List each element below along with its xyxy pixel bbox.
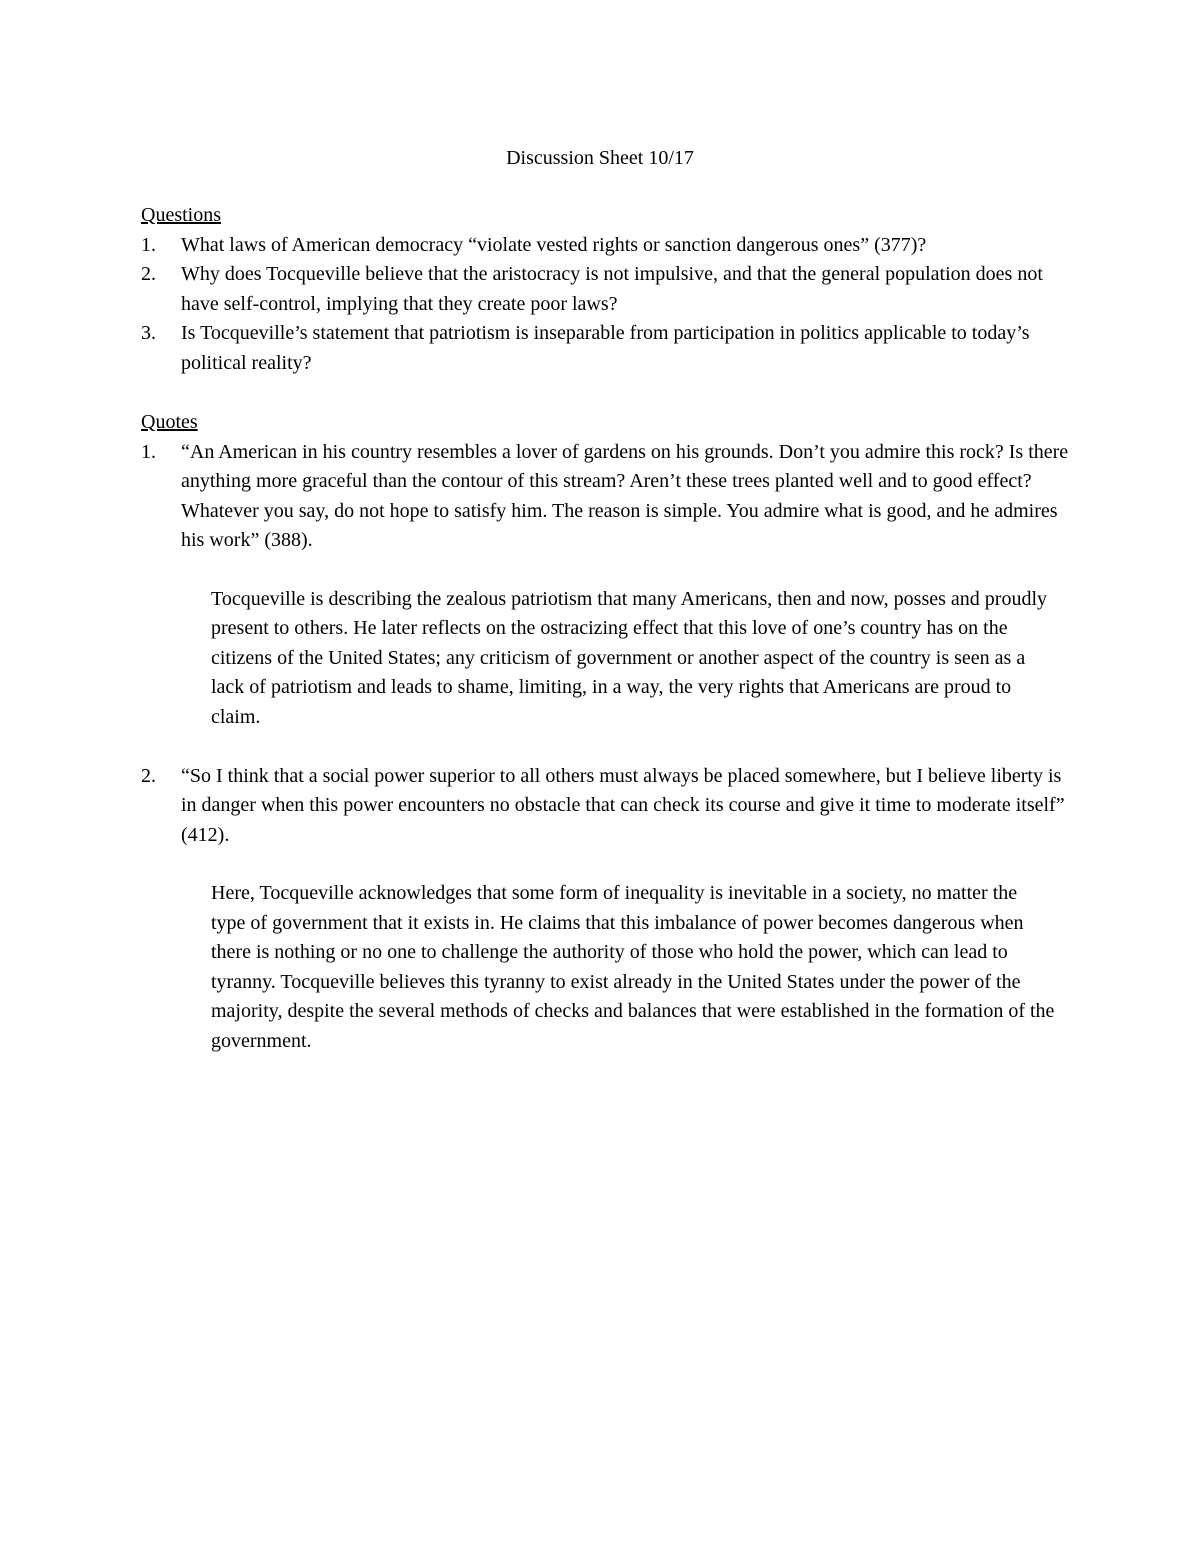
questions-section [141,201,1071,378]
quote-number: 1. [141,440,156,463]
questions-heading: Questions [141,204,221,226]
quote-text: “So I think that a social power superior to all others must always be placed somewhere, but I believe liberty is in danger when this power encounters no obstacle that can check its course and give it time to moderate itself” (412). [181,764,1065,846]
page-title: Discussion Sheet 10/17 [506,147,694,169]
spacer [141,732,1071,762]
question-text: Why does Tocqueville believe that the aristocracy is not impulsive, and that the general population does not have self-control, implying that they create poor laws? [181,263,1043,315]
quote-item [141,762,1071,1057]
question-item [141,260,1071,319]
quote-item [141,438,1071,733]
quote-commentary: Tocqueville is describing the zealous patriotism that many Americans, then and now, posses and proudly present to others. He later reflects on the ostracizing effect that this love of one’s country has on the citizens of the United States; any criticism of government or another aspect of the country is seen as a lack of patriotism and leads to shame, limiting, in a way, the very rights that Americans are proud to claim. [211,587,1048,728]
quote-commentary: Here, Tocqueville acknowledges that some form of inequality is inevitable in a society, no matter the type of government that it exists in. He claims that this imbalance of power becomes dangerous when there is nothing or no one to challenge the authority of those who hold the power, which can lead to tyranny. Tocqueville believes this tyranny to exist already in the United States under the power of the majority, despite the several methods of checks and balances that were established in the formation of the government. [211,882,1055,1052]
question-text: What laws of American democracy “violate vested rights or sanction dangerous ones” (377)? [181,233,927,256]
question-item [141,319,1071,378]
quotes-list [141,438,1071,1057]
question-number: 1. [141,233,156,256]
question-number: 2. [141,263,156,285]
question-number: 3. [141,322,156,344]
quotes-section [141,408,1071,1056]
quote-number: 2. [141,764,156,787]
quotes-heading: Quotes [141,411,198,433]
question-item [141,231,1071,261]
question-text: Is Tocqueville’s statement that patriotism is inseparable from participation in politics applicable to today’s political reality? [181,322,1030,374]
questions-list [141,231,1071,379]
quote-text: “An American in his country resembles a lover of gardens on his grounds. Don’t you admire this rock? Is there anything more graceful than the contour of this stream? Aren’t these trees planted well and to good effect? Whatever you say, do not hope to satisfy him. The reason is simple. You admire what is good, and he admires his work” (388). [181,440,1069,551]
